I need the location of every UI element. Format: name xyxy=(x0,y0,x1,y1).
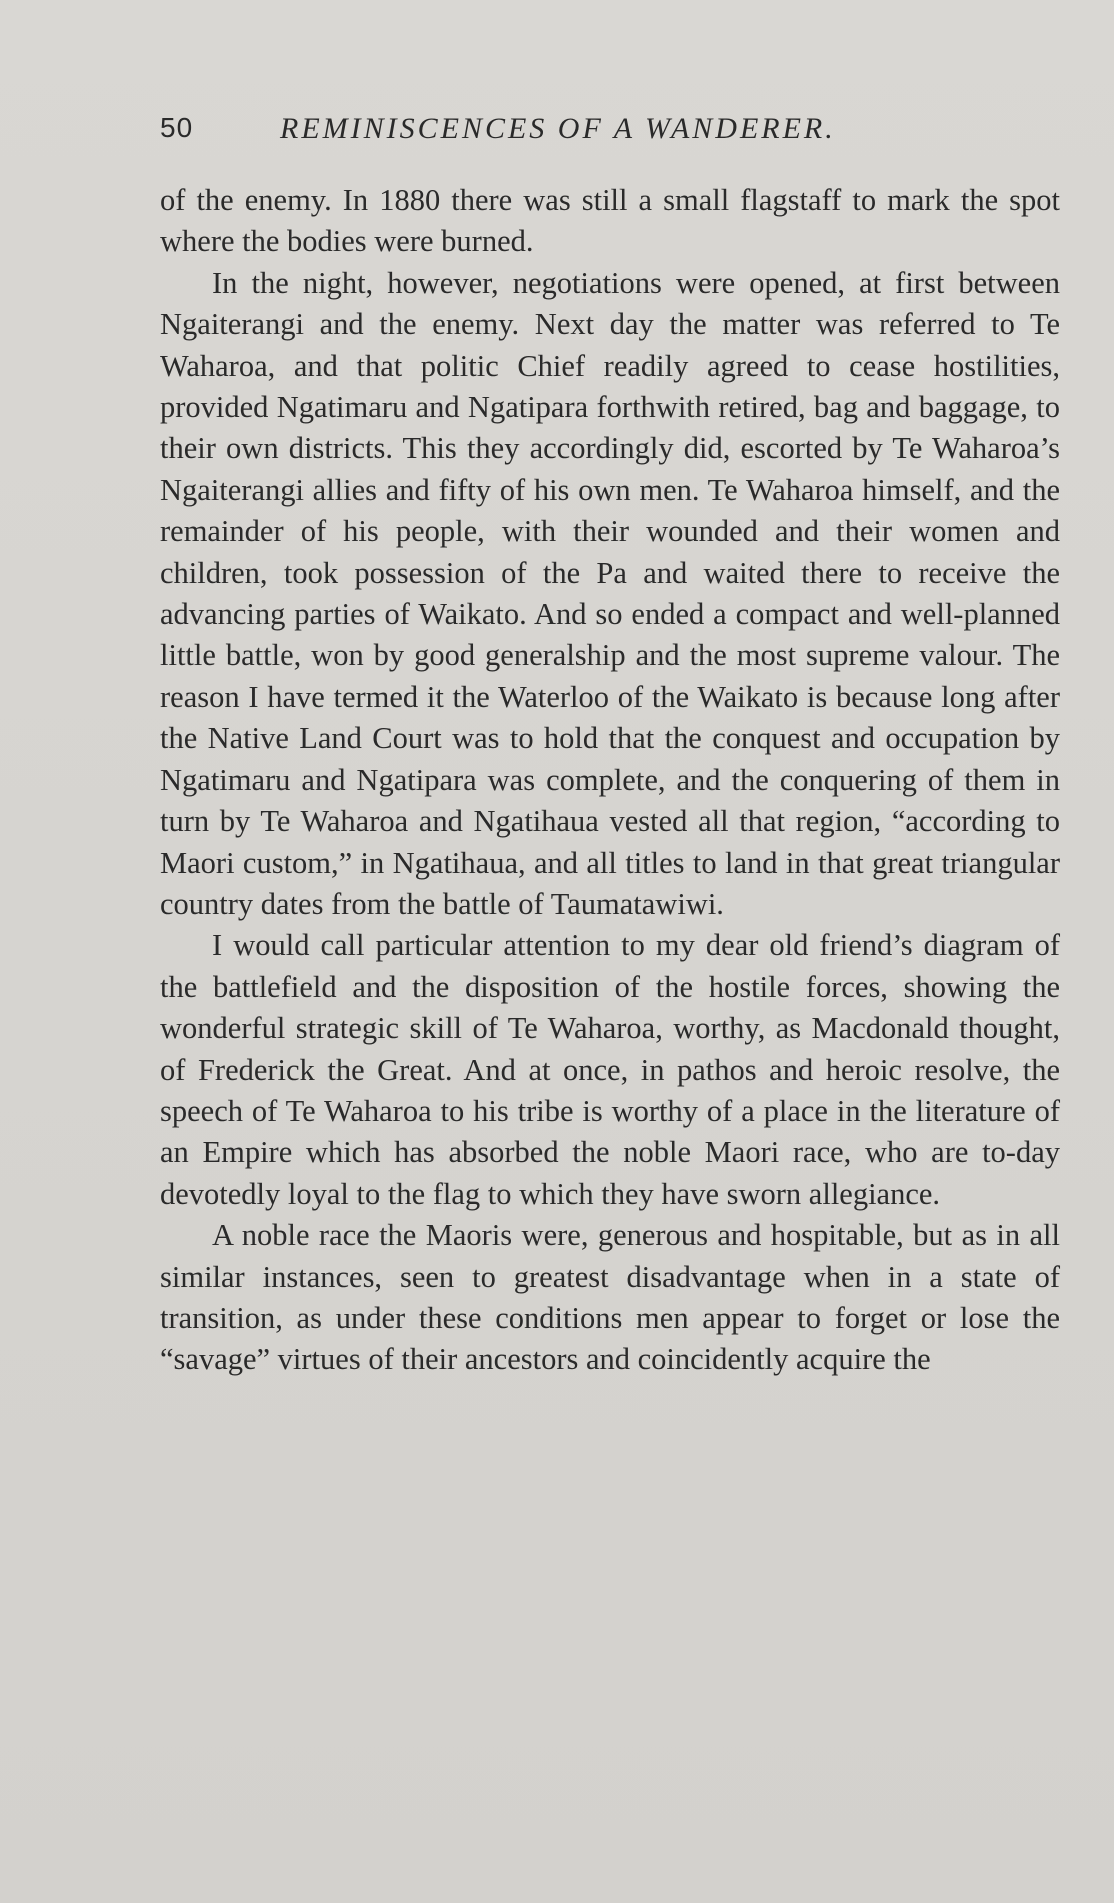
paragraph-continuation: of the enemy. In 1880 there was still a small flagstaff to mark the spot where the bodies were burned. xyxy=(160,183,1060,259)
paragraph-maori-race: A noble race the Maoris were, generous and hospitable, but as in all similar instances, seen to greatest disadvantage when in a state of transition, as under these conditions men appear to forget or lose the “savage” virtues of their ancestors and coincidently acquire the xyxy=(160,1218,1060,1377)
paragraph-negotiations: In the night, however, negotiations were opened, at first between Ngaiterangi and the enemy. Next day the matter was referred to Te Waharoa, and that politic Chief readily agreed to cease hostilities, provided Ngatimaru and Ngatipara forthwith retired, bag and baggage, to their own districts. This they accordingly did, escorted by Te Waharoa’s Ngaiterangi allies and fifty of his own men. Te Waharoa himself, and the remainder of his people, with their wounded and their women and children, took possession of the Pa and waited there to receive the advancing parties of Waikato. And so ended a compact and well-planned little battle, won by good generalship and the most supreme valour. The reason I have termed it the Waterloo of the Waikato is because long after the Native Land Court was to hold that the conquest and occupation by Ngatimaru and Ngatipara was complete, and the conquering of them in turn by Te Waharoa and Ngatihaua vested all that region, “according to Maori custom,” in Ngatihaua, and all titles to land in that great triangular country dates from the battle of Taumatawiwi. xyxy=(160,265,1060,921)
running-head xyxy=(160,112,960,152)
body-text xyxy=(160,180,1060,1700)
book-title: REMINISCENCES OF A WANDERER. xyxy=(280,112,836,145)
paragraph-diagram: I would call particular attention to my dear old friend’s diagram of the battlefield and the disposition of the hostile forces, showing the wonderful strategic skill of Te Waharoa, worthy, as Macdonald thought, of Frederick the Great. And at once, in pathos and heroic resolve, the speech of Te Waharoa to his tribe is worthy of a place in the literature of an Empire which has absorbed the noble Maori race, who are to-day devotedly loyal to the flag to which they have sworn allegiance. xyxy=(160,928,1060,1211)
page-number: 50 xyxy=(160,112,194,143)
